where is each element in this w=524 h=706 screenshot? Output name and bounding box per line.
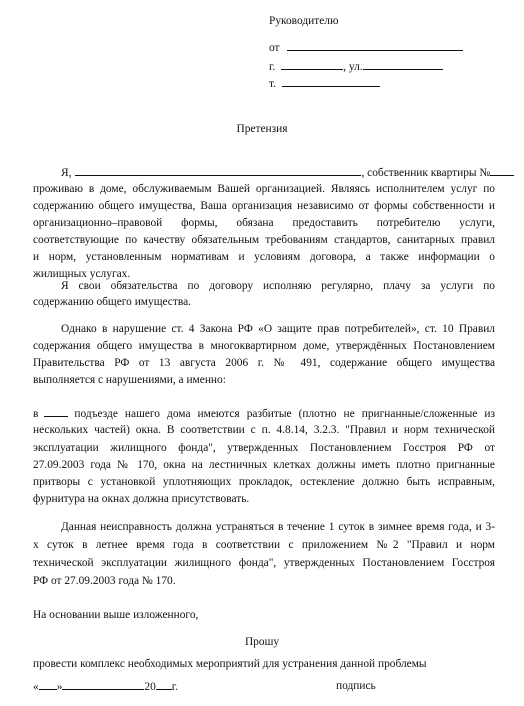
intro-owner: , собственник квартиры № xyxy=(361,167,491,179)
street-prefix: , ул. xyxy=(343,61,363,73)
violation-line: выполняется с нарушениями, а именно: xyxy=(33,374,226,386)
defect-line: нескольких частей) окна. В соответствии с п. 4.8.14, 3.2.3. "Правил и норм технической xyxy=(33,424,495,436)
defect-line: 27.09.2003 года № 170, окна на лестничных клетках должны иметь плотно пригнанные xyxy=(33,459,495,471)
deadline-line: Данная неисправность должна устраняться в течение 1 суток в зимнее время года, и 3- xyxy=(61,521,495,533)
name-blank xyxy=(75,164,361,176)
obligations-line: Я свои обязательства по договору исполняю регулярно, плачу за услуги по xyxy=(61,280,495,292)
month-blank xyxy=(62,678,144,690)
city-blank xyxy=(281,58,343,70)
defect-first-line xyxy=(33,405,495,423)
date-open-quote: « xyxy=(33,681,39,693)
phone-line xyxy=(269,75,380,93)
violation-line: Однако в нарушение ст. 4 Закона РФ «О защите прав потребителей», ст. 10 Правил xyxy=(61,323,495,335)
defect-v: в xyxy=(33,408,39,420)
from-prefix: от xyxy=(269,42,280,54)
date-line xyxy=(33,678,178,696)
signature-label: подпись xyxy=(336,680,376,692)
defect-rest: подъезде нашего дома имеются разбитые (плотно не пригнанные/сложенные из xyxy=(74,408,495,420)
from-blank xyxy=(287,39,463,51)
intro-first-line xyxy=(61,164,514,182)
intro-line: соответствующие по качеству обязательным требованиям стандартов, санитарных правил xyxy=(33,234,495,246)
request-heading: Прошу xyxy=(244,636,280,648)
intro-line: жилищных услугах. xyxy=(33,268,131,280)
intro-line: организационно–правовой формы, обязана предоставить потребителю услуги, xyxy=(33,217,495,229)
phone-blank xyxy=(282,75,380,87)
intro-line: проживаю в доме, обслуживаемым Вашей организацией. Являясь исполнителем услуг по xyxy=(33,183,495,195)
deadline-line: РФ от 27.09.2003 года № 170. xyxy=(33,575,176,587)
defect-line: притворы с установкой уплотняющих прокладок, остекление должно быть исправным, xyxy=(33,476,495,488)
deadline-line: технической эксплуатации жилищного фонда", утвержденных Постановлением Госстроя xyxy=(33,557,495,569)
intro-line: и норм, установленным нормативам и условиям договора, а также информации о xyxy=(33,251,495,263)
date-close-quote: » xyxy=(56,681,63,693)
apartment-blank xyxy=(490,164,514,176)
intro-ya: Я, xyxy=(61,167,72,179)
violation-line: содержания общего имущества в многоквартирном доме, утверждённых Постановлением xyxy=(33,340,495,352)
deadline-line: х суток в летнее время года в соответствии с приложением №2 "Правил и норм xyxy=(33,539,495,551)
intro-line: содержанию общего имущества, Ваша организация независимо от формы собственности и xyxy=(33,200,495,212)
year-blank xyxy=(156,678,172,690)
addressee-label: Руководителю xyxy=(269,15,339,27)
address-line xyxy=(269,58,443,76)
year-suffix: г. xyxy=(171,681,179,693)
violation-line: Правительства РФ от 13 августа 2006 г. № 491, содержание общего имущества xyxy=(33,357,495,369)
obligations-line: содержанию общего имущества. xyxy=(33,296,191,308)
from-line xyxy=(269,39,463,57)
basis-text: На основании выше изложенного, xyxy=(33,609,199,621)
document-title: Претензия xyxy=(236,123,288,135)
request-text: провести комплекс необходимых мероприятий для устранения данной проблемы xyxy=(33,658,427,670)
street-blank xyxy=(363,58,443,70)
defect-line: фурнитура на окнах должна присутствовать. xyxy=(33,493,250,505)
entrance-blank xyxy=(44,405,68,417)
city-prefix: г. xyxy=(269,61,276,73)
phone-prefix: т. xyxy=(269,78,276,90)
defect-line: эксплуатации жилищного фонда", утвержденных Постановлением Госстроя РФ от xyxy=(33,442,495,454)
year-prefix: 20 xyxy=(144,681,156,693)
day-blank xyxy=(39,678,57,690)
